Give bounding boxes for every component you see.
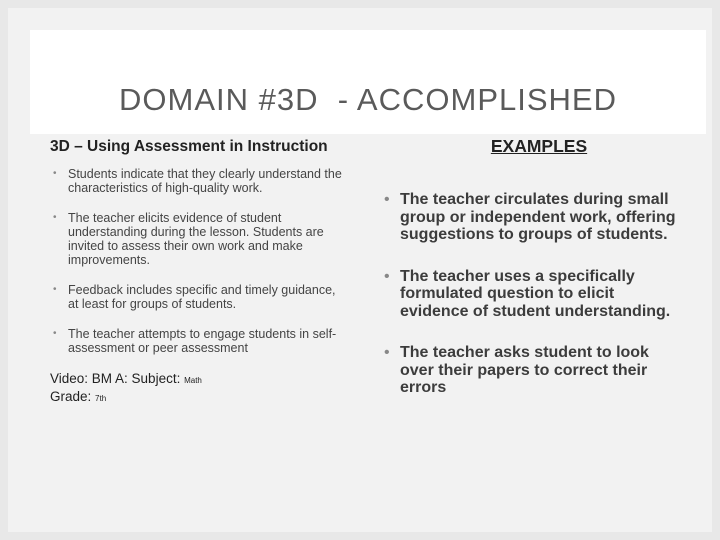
list-item bbox=[50, 283, 345, 311]
grade-label: Grade: bbox=[50, 389, 96, 404]
examples-list bbox=[384, 191, 684, 397]
bullet-icon: • bbox=[53, 168, 57, 179]
example-item-text: The teacher asks student to look over their papers to correct their errors bbox=[400, 344, 649, 396]
video-line bbox=[50, 371, 345, 389]
bullet-icon: • bbox=[53, 328, 57, 339]
list-item bbox=[50, 211, 345, 267]
title-box bbox=[30, 30, 706, 134]
right-column bbox=[384, 136, 684, 421]
left-heading: 3D – Using Assessment in Instruction bbox=[50, 138, 328, 155]
bullet-icon: • bbox=[53, 284, 57, 295]
subject-value: Math bbox=[184, 376, 202, 385]
list-item-text: Feedback includes specific and timely guidance, at least for groups of students. bbox=[68, 283, 336, 311]
slide-title: DOMAIN #3D - ACCOMPLISHED bbox=[119, 82, 617, 117]
example-item bbox=[384, 268, 684, 321]
list-item-text: Students indicate that they clearly understand the characteristics of high-quality work. bbox=[68, 167, 342, 195]
bullet-icon: • bbox=[384, 191, 390, 208]
example-item-text: The teacher circulates during small group or independent work, offering suggestions to groups of students. bbox=[400, 191, 676, 243]
grade-value: 7th bbox=[95, 394, 107, 403]
bullet-icon: • bbox=[384, 344, 390, 361]
list-item bbox=[50, 327, 345, 355]
bullet-icon: • bbox=[384, 267, 390, 285]
example-item-text: The teacher uses a specifically formulated question to elicit evidence of student understanding. bbox=[400, 267, 671, 320]
list-item-text: The teacher attempts to engage students in self-assessment or peer assessment bbox=[68, 327, 337, 355]
grade-line bbox=[50, 389, 345, 407]
left-bullet-list bbox=[50, 167, 345, 355]
list-item bbox=[50, 167, 345, 195]
example-item bbox=[384, 191, 684, 244]
left-column bbox=[50, 138, 345, 407]
video-label: Video: BM A: Subject: bbox=[50, 371, 185, 386]
video-note bbox=[50, 371, 345, 407]
list-item-text: The teacher elicits evidence of student understanding during the lesson. Students are invited to assess their own work and make improvements. bbox=[68, 211, 324, 267]
bullet-icon: • bbox=[53, 212, 57, 223]
examples-heading: EXAMPLES bbox=[490, 136, 588, 156]
example-item bbox=[384, 344, 684, 397]
